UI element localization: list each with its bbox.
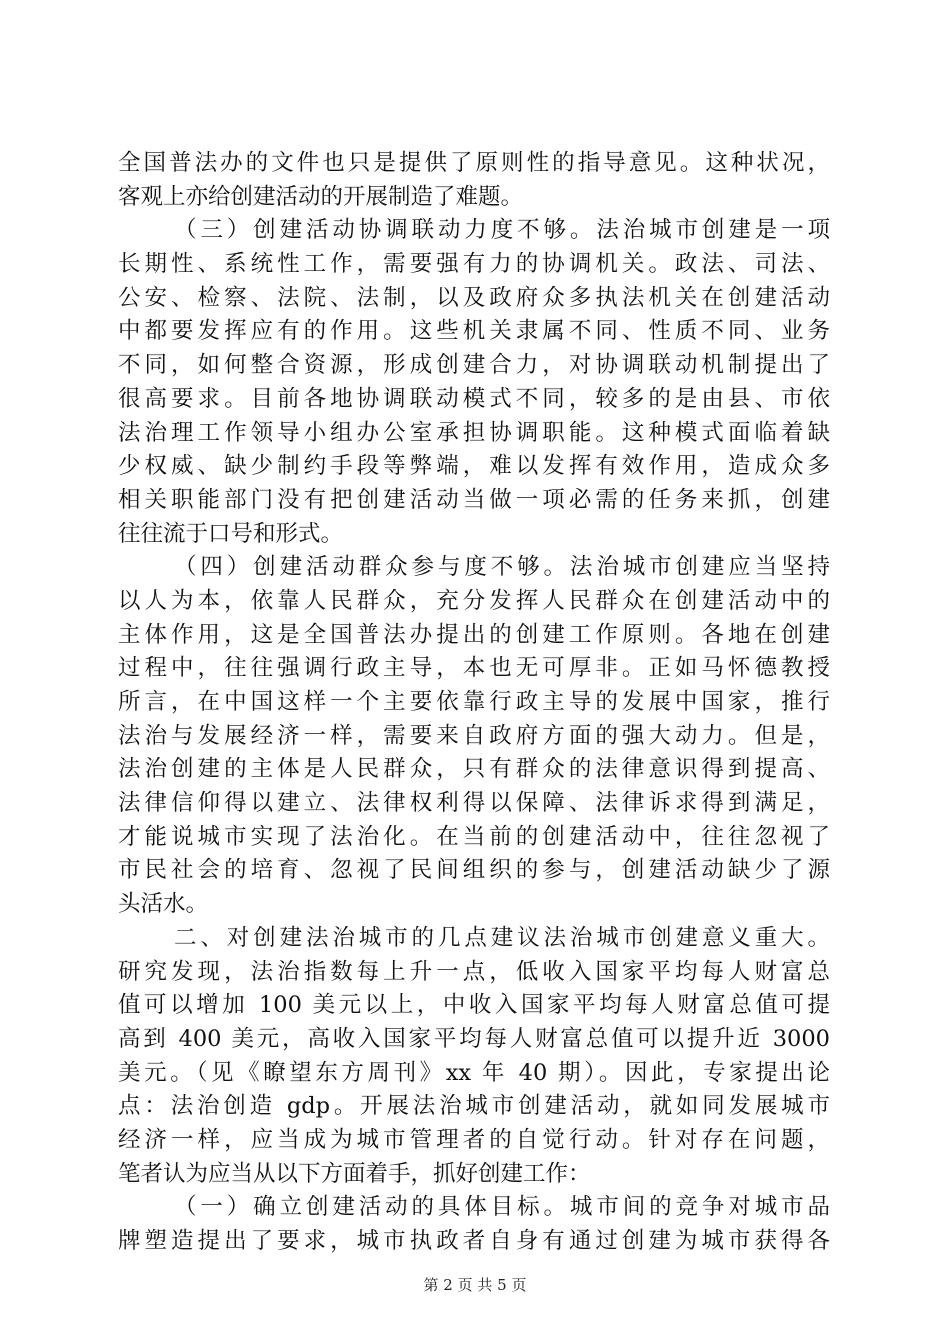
text-line: 市民社会的培育、忽视了民间组织的参与，创建活动缺少了源 [118,857,830,884]
text-line: （三）创建活动协调联动力度不够。法治城市创建是一项 [174,217,830,244]
text-line: 过程中，往往强调行政主导，本也无可厚非。正如马怀德教授 [118,655,830,682]
text-line: 研究发现，法治指数每上升一点，低收入国家平均每人财富总 [118,958,830,985]
text-line: 点：法治创造 gdp。开展法治城市创建活动，就如同发展城市 [118,1093,830,1120]
text-line: 笔者认为应当从以下方面着手，抓好创建工作： [118,1160,591,1187]
text-line: （一）确立创建活动的具体目标。城市间的竞争对城市品 [174,1194,830,1221]
text-line: 往往流于口号和形式。 [118,520,344,547]
text-line: （四）创建活动群众参与度不够。法治城市创建应当坚持 [174,554,830,581]
text-line: 值可以增加 100 美元以上，中收入国家平均每人财富总值可提 [118,992,830,1019]
text-line: 少权威、缺少制约手段等弊端，难以发挥有效作用，造成众多 [118,453,830,480]
text-line: 法治理工作领导小组办公室承担协调职能。这种模式面临着缺 [118,419,830,446]
text-line: 客观上亦给创建活动的开展制造了难题。 [118,183,524,210]
text-line: 所言，在中国这样一个主要依靠行政主导的发展中国家，推行 [118,689,830,715]
text-line: 才能说城市实现了法治化。在当前的创建活动中，往往忽视了 [118,823,830,850]
text-line: 全国普法办的文件也只是提供了原则性的指导意见。这种状况， [118,150,830,176]
text-line: 中都要发挥应有的作用。这些机关隶属不同、性质不同、业务 [118,318,830,345]
text-line: 法治与发展经济一样，需要来自政府方面的强大动力。但是， [118,722,830,749]
text-line: 不同，如何整合资源，形成创建合力，对协调联动机制提出了 [118,352,830,379]
page-footer: 第 2 页 共 5 页 [423,1276,527,1294]
text-line: 法律信仰得以建立、法律权利得以保障、法律诉求得到满足， [118,790,830,817]
text-line: 高到 400 美元，高收入国家平均每人财富总值可以提升近 3000 [118,1025,830,1052]
text-line: 美元。（见《瞭望东方周刊》xx 年 40 期）。因此，专家提出论 [118,1059,830,1086]
text-line: 经济一样，应当成为城市管理者的自觉行动。针对存在问题， [118,1126,830,1153]
text-line: 很高要求。目前各地协调联动模式不同，较多的是由县、市依 [118,385,830,412]
text-line: 主体作用，这是全国普法办提出的创建工作原则。各地在创建 [118,621,830,648]
text-line: 二、对创建法治城市的几点建议法治城市创建意义重大。 [174,924,830,951]
text-line: 头活水。 [118,891,209,918]
text-line: 法治创建的主体是人民群众，只有群众的法律意识得到提高、 [118,756,830,783]
text-line: 牌塑造提出了要求，城市执政者自身有通过创建为城市获得各 [118,1228,830,1254]
document-body [118,147,830,1259]
text-line: 相关职能部门没有把创建活动当做一项必需的任务来抓，创建 [118,486,830,513]
text-line: 长期性、系统性工作，需要强有力的协调机关。政法、司法、 [118,251,830,278]
text-line: 公安、检察、法院、法制，以及政府众多执法机关在创建活动 [118,284,830,311]
text-line: 以人为本，依靠人民群众，充分发挥人民群众在创建活动中的 [118,587,830,614]
